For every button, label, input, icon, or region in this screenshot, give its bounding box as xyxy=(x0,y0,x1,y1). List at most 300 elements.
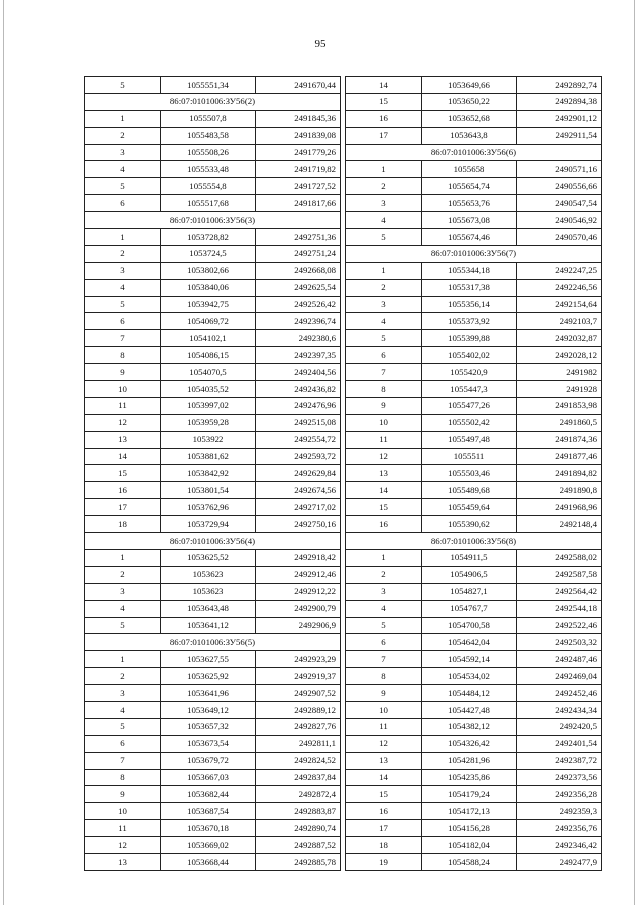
coordinate-row xyxy=(346,381,602,398)
y-coordinate-cell: 2492751,24 xyxy=(256,245,341,262)
x-coordinate-cell: 1055508,26 xyxy=(161,144,256,161)
x-coordinate-cell: 1053729,94 xyxy=(161,516,256,533)
y-coordinate-cell: 2492912,22 xyxy=(256,583,341,600)
x-coordinate-cell: 1053762,96 xyxy=(161,499,256,516)
section-header-row xyxy=(346,245,602,262)
point-number-cell: 6 xyxy=(346,347,422,364)
y-coordinate-cell: 2490571,16 xyxy=(517,161,602,178)
x-coordinate-cell: 1055533,48 xyxy=(161,161,256,178)
x-coordinate-cell: 1055654,74 xyxy=(422,178,517,195)
y-coordinate-cell: 2492887,52 xyxy=(256,837,341,854)
x-coordinate-cell: 1053649,66 xyxy=(422,77,517,94)
y-coordinate-cell: 2490570,46 xyxy=(517,229,602,246)
coordinate-row xyxy=(346,600,602,617)
y-coordinate-cell: 2491877,46 xyxy=(517,448,602,465)
x-coordinate-cell: 1054235,86 xyxy=(422,769,517,786)
point-number-cell: 14 xyxy=(346,482,422,499)
coordinate-row xyxy=(85,397,341,414)
x-coordinate-cell: 1053724,5 xyxy=(161,245,256,262)
x-coordinate-cell: 1054700,58 xyxy=(422,617,517,634)
point-number-cell: 9 xyxy=(346,685,422,702)
coordinate-row xyxy=(346,566,602,583)
coordinate-row xyxy=(85,77,341,94)
point-number-cell: 10 xyxy=(85,381,161,398)
coordinate-row xyxy=(85,668,341,685)
y-coordinate-cell: 2492588,02 xyxy=(517,549,602,566)
coordinate-row xyxy=(85,127,341,144)
y-coordinate-cell: 2492247,25 xyxy=(517,262,602,279)
point-number-cell: 4 xyxy=(346,212,422,229)
section-title: 86:07:0101006:ЗУ56(5) xyxy=(85,634,341,651)
coordinate-row xyxy=(346,617,602,634)
coordinate-row xyxy=(346,431,602,448)
coordinate-row xyxy=(346,330,602,347)
y-coordinate-cell: 2492420,5 xyxy=(517,718,602,735)
y-coordinate-cell: 2492923,29 xyxy=(256,651,341,668)
y-coordinate-cell: 2492373,56 xyxy=(517,769,602,786)
y-coordinate-cell: 2490556,66 xyxy=(517,178,602,195)
y-coordinate-cell: 2492824,52 xyxy=(256,752,341,769)
point-number-cell: 5 xyxy=(85,77,161,94)
coordinate-row xyxy=(346,110,602,127)
coordinate-row xyxy=(85,110,341,127)
point-number-cell: 5 xyxy=(346,229,422,246)
y-coordinate-cell: 2491719,82 xyxy=(256,161,341,178)
point-number-cell: 5 xyxy=(346,330,422,347)
point-number-cell: 12 xyxy=(346,735,422,752)
x-coordinate-cell: 1054035,52 xyxy=(161,381,256,398)
coordinate-row xyxy=(85,786,341,803)
x-coordinate-cell: 1055517,68 xyxy=(161,195,256,212)
coordinate-row xyxy=(346,178,602,195)
coordinates-table-left xyxy=(84,76,341,871)
point-number-cell: 15 xyxy=(346,499,422,516)
coordinate-row xyxy=(85,583,341,600)
x-coordinate-cell: 1055653,76 xyxy=(422,195,517,212)
y-coordinate-cell: 2492872,4 xyxy=(256,786,341,803)
point-number-cell: 13 xyxy=(85,431,161,448)
y-coordinate-cell: 2492469,04 xyxy=(517,668,602,685)
y-coordinate-cell: 2492894,38 xyxy=(517,93,602,110)
x-coordinate-cell: 1053652,68 xyxy=(422,110,517,127)
x-coordinate-cell: 1055497,48 xyxy=(422,431,517,448)
coordinate-row xyxy=(85,195,341,212)
y-coordinate-cell: 2491968,96 xyxy=(517,499,602,516)
point-number-cell: 8 xyxy=(85,347,161,364)
x-coordinate-cell: 1053625,92 xyxy=(161,668,256,685)
x-coordinate-cell: 1054179,24 xyxy=(422,786,517,803)
coordinate-row xyxy=(346,414,602,431)
coordinates-table-left-body xyxy=(85,77,341,871)
x-coordinate-cell: 1055673,08 xyxy=(422,212,517,229)
x-coordinate-cell: 1054281,96 xyxy=(422,752,517,769)
y-coordinate-cell: 2492674,56 xyxy=(256,482,341,499)
x-coordinate-cell: 1053840,06 xyxy=(161,279,256,296)
y-coordinate-cell: 2491874,36 xyxy=(517,431,602,448)
y-coordinate-cell: 2492751,36 xyxy=(256,229,341,246)
x-coordinate-cell: 1053959,28 xyxy=(161,414,256,431)
point-number-cell: 12 xyxy=(346,448,422,465)
point-number-cell: 10 xyxy=(346,701,422,718)
y-coordinate-cell: 2492587,58 xyxy=(517,566,602,583)
x-coordinate-cell: 1053842,92 xyxy=(161,465,256,482)
page-number: 95 xyxy=(314,38,326,50)
y-coordinate-cell: 2492564,42 xyxy=(517,583,602,600)
point-number-cell: 11 xyxy=(346,431,422,448)
y-coordinate-cell: 2492912,46 xyxy=(256,566,341,583)
x-coordinate-cell: 1055554,8 xyxy=(161,178,256,195)
point-number-cell: 18 xyxy=(85,516,161,533)
y-coordinate-cell: 2492907,52 xyxy=(256,685,341,702)
x-coordinate-cell: 1053682,44 xyxy=(161,786,256,803)
x-coordinate-cell: 1053728,82 xyxy=(161,229,256,246)
point-number-cell: 9 xyxy=(346,397,422,414)
section-header-row xyxy=(85,212,341,229)
y-coordinate-cell: 2492906,9 xyxy=(256,617,341,634)
x-coordinate-cell: 1054156,28 xyxy=(422,820,517,837)
x-coordinate-cell: 1053623 xyxy=(161,583,256,600)
y-coordinate-cell: 2492396,74 xyxy=(256,313,341,330)
point-number-cell: 7 xyxy=(85,752,161,769)
coordinate-row xyxy=(85,769,341,786)
coordinate-row xyxy=(85,161,341,178)
point-number-cell: 4 xyxy=(85,161,161,178)
y-coordinate-cell: 2492397,35 xyxy=(256,347,341,364)
coordinate-row xyxy=(85,566,341,583)
y-coordinate-cell: 2491845,36 xyxy=(256,110,341,127)
y-coordinate-cell: 2490546,92 xyxy=(517,212,602,229)
y-coordinate-cell: 2492668,08 xyxy=(256,262,341,279)
y-coordinate-cell: 2492892,74 xyxy=(517,77,602,94)
y-coordinate-cell: 2492346,42 xyxy=(517,837,602,854)
coordinate-row xyxy=(85,516,341,533)
point-number-cell: 13 xyxy=(85,853,161,870)
point-number-cell: 2 xyxy=(346,178,422,195)
y-coordinate-cell: 2492356,28 xyxy=(517,786,602,803)
point-number-cell: 4 xyxy=(85,279,161,296)
coordinate-row xyxy=(346,313,602,330)
point-number-cell: 3 xyxy=(85,144,161,161)
coordinate-row xyxy=(85,178,341,195)
coordinate-row xyxy=(346,482,602,499)
y-coordinate-cell: 2491839,08 xyxy=(256,127,341,144)
x-coordinate-cell: 1054642,04 xyxy=(422,634,517,651)
x-coordinate-cell: 1054827,1 xyxy=(422,583,517,600)
y-coordinate-cell: 2491982 xyxy=(517,364,602,381)
y-coordinate-cell: 2491928 xyxy=(517,381,602,398)
x-coordinate-cell: 1053802,66 xyxy=(161,262,256,279)
y-coordinate-cell: 2492154,64 xyxy=(517,296,602,313)
coordinate-row xyxy=(346,718,602,735)
coordinate-row xyxy=(85,651,341,668)
x-coordinate-cell: 1054592,14 xyxy=(422,651,517,668)
x-coordinate-cell: 1055459,64 xyxy=(422,499,517,516)
coordinate-row xyxy=(346,701,602,718)
y-coordinate-cell: 2492436,82 xyxy=(256,381,341,398)
point-number-cell: 4 xyxy=(85,600,161,617)
coordinate-row xyxy=(85,229,341,246)
coordinate-row xyxy=(346,93,602,110)
y-coordinate-cell: 2492717,02 xyxy=(256,499,341,516)
x-coordinate-cell: 1055399,88 xyxy=(422,330,517,347)
coordinate-row xyxy=(346,77,602,94)
point-number-cell: 12 xyxy=(85,414,161,431)
x-coordinate-cell: 1053625,52 xyxy=(161,549,256,566)
point-number-cell: 8 xyxy=(346,381,422,398)
point-number-cell: 13 xyxy=(346,465,422,482)
y-coordinate-cell: 2492544,18 xyxy=(517,600,602,617)
y-coordinate-cell: 2492911,54 xyxy=(517,127,602,144)
x-coordinate-cell: 1053657,32 xyxy=(161,718,256,735)
x-coordinate-cell: 1053997,02 xyxy=(161,397,256,414)
point-number-cell: 10 xyxy=(346,414,422,431)
x-coordinate-cell: 1053673,54 xyxy=(161,735,256,752)
point-number-cell: 7 xyxy=(346,364,422,381)
point-number-cell: 2 xyxy=(346,566,422,583)
coordinate-row xyxy=(346,803,602,820)
x-coordinate-cell: 1053627,55 xyxy=(161,651,256,668)
coordinate-row xyxy=(346,262,602,279)
x-coordinate-cell: 1055402,02 xyxy=(422,347,517,364)
point-number-cell: 9 xyxy=(85,364,161,381)
coordinate-row xyxy=(346,195,602,212)
x-coordinate-cell: 1055507,8 xyxy=(161,110,256,127)
coordinate-row xyxy=(346,853,602,870)
x-coordinate-cell: 1053623 xyxy=(161,566,256,583)
coordinate-row xyxy=(346,752,602,769)
point-number-cell: 7 xyxy=(346,651,422,668)
x-coordinate-cell: 1053669,02 xyxy=(161,837,256,854)
coordinate-row xyxy=(85,499,341,516)
section-title: 86:07:0101006:ЗУ56(6) xyxy=(346,144,602,161)
coordinate-row xyxy=(85,820,341,837)
point-number-cell: 6 xyxy=(85,735,161,752)
x-coordinate-cell: 1053922 xyxy=(161,431,256,448)
point-number-cell: 5 xyxy=(85,296,161,313)
x-coordinate-cell: 1053942,75 xyxy=(161,296,256,313)
coordinate-row xyxy=(346,583,602,600)
section-title: 86:07:0101006:ЗУ56(2) xyxy=(85,93,341,110)
x-coordinate-cell: 1055477,26 xyxy=(422,397,517,414)
point-number-cell: 5 xyxy=(85,617,161,634)
y-coordinate-cell: 2492625,54 xyxy=(256,279,341,296)
section-title: 86:07:0101006:ЗУ56(4) xyxy=(85,533,341,550)
point-number-cell: 1 xyxy=(85,549,161,566)
coordinate-row xyxy=(346,786,602,803)
coordinate-row xyxy=(85,465,341,482)
x-coordinate-cell: 1055373,92 xyxy=(422,313,517,330)
point-number-cell: 2 xyxy=(85,668,161,685)
point-number-cell: 6 xyxy=(85,195,161,212)
coordinate-row xyxy=(85,617,341,634)
x-coordinate-cell: 1053687,54 xyxy=(161,803,256,820)
x-coordinate-cell: 1054911,5 xyxy=(422,549,517,566)
x-coordinate-cell: 1054906,5 xyxy=(422,566,517,583)
y-coordinate-cell: 2492356,76 xyxy=(517,820,602,837)
coordinate-row xyxy=(346,634,602,651)
y-coordinate-cell: 2492487,46 xyxy=(517,651,602,668)
y-coordinate-cell: 2492919,37 xyxy=(256,668,341,685)
x-coordinate-cell: 1055317,38 xyxy=(422,279,517,296)
coordinate-row xyxy=(346,837,602,854)
y-coordinate-cell: 2492750,16 xyxy=(256,516,341,533)
y-coordinate-cell: 2491779,26 xyxy=(256,144,341,161)
coordinate-row xyxy=(85,347,341,364)
point-number-cell: 3 xyxy=(346,296,422,313)
coordinate-row xyxy=(85,448,341,465)
point-number-cell: 5 xyxy=(85,178,161,195)
point-number-cell: 4 xyxy=(346,313,422,330)
x-coordinate-cell: 1053668,44 xyxy=(161,853,256,870)
point-number-cell: 1 xyxy=(85,651,161,668)
x-coordinate-cell: 1053679,72 xyxy=(161,752,256,769)
coordinate-row xyxy=(85,718,341,735)
coordinate-row xyxy=(346,735,602,752)
point-number-cell: 17 xyxy=(346,820,422,837)
x-coordinate-cell: 1055511 xyxy=(422,448,517,465)
y-coordinate-cell: 2492885,78 xyxy=(256,853,341,870)
section-title: 86:07:0101006:ЗУ56(3) xyxy=(85,212,341,229)
y-coordinate-cell: 2492889,12 xyxy=(256,701,341,718)
section-header-row xyxy=(85,533,341,550)
x-coordinate-cell: 1055502,42 xyxy=(422,414,517,431)
y-coordinate-cell: 2492032,87 xyxy=(517,330,602,347)
coordinate-row xyxy=(346,820,602,837)
y-coordinate-cell: 2492837,84 xyxy=(256,769,341,786)
point-number-cell: 3 xyxy=(85,685,161,702)
section-header-row xyxy=(346,533,602,550)
point-number-cell: 11 xyxy=(346,718,422,735)
coordinate-row xyxy=(85,364,341,381)
point-number-cell: 12 xyxy=(85,837,161,854)
page-edge-right xyxy=(634,0,635,905)
coordinate-row xyxy=(85,600,341,617)
point-number-cell: 4 xyxy=(346,600,422,617)
y-coordinate-cell: 2491853,98 xyxy=(517,397,602,414)
x-coordinate-cell: 1053670,18 xyxy=(161,820,256,837)
y-coordinate-cell: 2492629,84 xyxy=(256,465,341,482)
point-number-cell: 14 xyxy=(346,769,422,786)
coordinate-row xyxy=(346,651,602,668)
point-number-cell: 3 xyxy=(346,583,422,600)
y-coordinate-cell: 2491817,66 xyxy=(256,195,341,212)
y-coordinate-cell: 2491670,44 xyxy=(256,77,341,94)
coordinate-row xyxy=(85,853,341,870)
point-number-cell: 10 xyxy=(85,803,161,820)
coordinate-row xyxy=(85,414,341,431)
y-coordinate-cell: 2492890,74 xyxy=(256,820,341,837)
y-coordinate-cell: 2492434,34 xyxy=(517,701,602,718)
point-number-cell: 11 xyxy=(85,820,161,837)
x-coordinate-cell: 1054767,7 xyxy=(422,600,517,617)
section-header-row xyxy=(85,93,341,110)
coordinates-table-right xyxy=(345,76,602,871)
x-coordinate-cell: 1053643,48 xyxy=(161,600,256,617)
coordinate-row xyxy=(346,465,602,482)
x-coordinate-cell: 1054172,13 xyxy=(422,803,517,820)
y-coordinate-cell: 2492387,72 xyxy=(517,752,602,769)
point-number-cell: 4 xyxy=(85,701,161,718)
section-header-row xyxy=(346,144,602,161)
y-coordinate-cell: 2492827,76 xyxy=(256,718,341,735)
y-coordinate-cell: 2492883,87 xyxy=(256,803,341,820)
y-coordinate-cell: 2492401,54 xyxy=(517,735,602,752)
y-coordinate-cell: 2492452,46 xyxy=(517,685,602,702)
point-number-cell: 11 xyxy=(85,397,161,414)
coordinate-row xyxy=(85,381,341,398)
coordinate-row xyxy=(346,516,602,533)
y-coordinate-cell: 2492477,9 xyxy=(517,853,602,870)
y-coordinate-cell: 2492522,46 xyxy=(517,617,602,634)
x-coordinate-cell: 1054086,15 xyxy=(161,347,256,364)
x-coordinate-cell: 1054588,24 xyxy=(422,853,517,870)
point-number-cell: 14 xyxy=(85,448,161,465)
x-coordinate-cell: 1053881,62 xyxy=(161,448,256,465)
y-coordinate-cell: 2492246,56 xyxy=(517,279,602,296)
coordinate-row xyxy=(346,127,602,144)
y-coordinate-cell: 2492918,42 xyxy=(256,549,341,566)
coordinate-row xyxy=(346,279,602,296)
y-coordinate-cell: 2491860,5 xyxy=(517,414,602,431)
point-number-cell: 15 xyxy=(85,465,161,482)
x-coordinate-cell: 1055344,18 xyxy=(422,262,517,279)
y-coordinate-cell: 2491727,52 xyxy=(256,178,341,195)
point-number-cell: 1 xyxy=(346,549,422,566)
coordinate-row xyxy=(85,735,341,752)
coordinate-row xyxy=(346,229,602,246)
coordinate-row xyxy=(346,161,602,178)
y-coordinate-cell: 2492593,72 xyxy=(256,448,341,465)
point-number-cell: 5 xyxy=(346,617,422,634)
y-coordinate-cell: 2492028,12 xyxy=(517,347,602,364)
x-coordinate-cell: 1055551,34 xyxy=(161,77,256,94)
point-number-cell: 8 xyxy=(346,668,422,685)
point-number-cell: 17 xyxy=(346,127,422,144)
x-coordinate-cell: 1055483,58 xyxy=(161,127,256,144)
point-number-cell: 5 xyxy=(85,718,161,735)
x-coordinate-cell: 1055447,3 xyxy=(422,381,517,398)
point-number-cell: 15 xyxy=(346,93,422,110)
y-coordinate-cell: 2492148,4 xyxy=(517,516,602,533)
x-coordinate-cell: 1054069,72 xyxy=(161,313,256,330)
coordinate-row xyxy=(85,752,341,769)
point-number-cell: 1 xyxy=(346,161,422,178)
point-number-cell: 17 xyxy=(85,499,161,516)
y-coordinate-cell: 2492554,72 xyxy=(256,431,341,448)
x-coordinate-cell: 1055658 xyxy=(422,161,517,178)
point-number-cell: 16 xyxy=(346,803,422,820)
x-coordinate-cell: 1053650,22 xyxy=(422,93,517,110)
coordinate-row xyxy=(85,245,341,262)
point-number-cell: 2 xyxy=(346,279,422,296)
point-number-cell: 15 xyxy=(346,786,422,803)
point-number-cell: 13 xyxy=(346,752,422,769)
coordinate-row xyxy=(346,364,602,381)
x-coordinate-cell: 1054484,12 xyxy=(422,685,517,702)
x-coordinate-cell: 1054534,02 xyxy=(422,668,517,685)
point-number-cell: 3 xyxy=(85,262,161,279)
x-coordinate-cell: 1053643,8 xyxy=(422,127,517,144)
point-number-cell: 16 xyxy=(346,110,422,127)
coordinate-row xyxy=(346,549,602,566)
y-coordinate-cell: 2492900,79 xyxy=(256,600,341,617)
coordinate-row xyxy=(346,347,602,364)
point-number-cell: 6 xyxy=(346,634,422,651)
y-coordinate-cell: 2491894,82 xyxy=(517,465,602,482)
x-coordinate-cell: 1055503,46 xyxy=(422,465,517,482)
x-coordinate-cell: 1055674,46 xyxy=(422,229,517,246)
point-number-cell: 2 xyxy=(85,566,161,583)
